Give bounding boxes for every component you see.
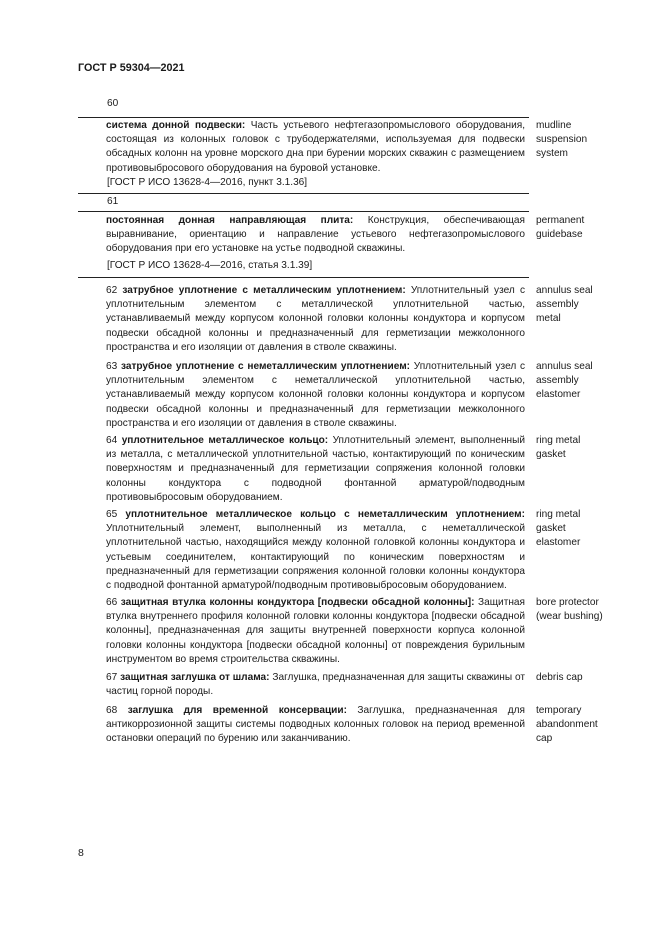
entry-definition [84, 119, 525, 176]
entry-number: 66 [106, 597, 118, 608]
entry-definition [84, 214, 525, 257]
english-term: ring metal gasket [536, 435, 581, 461]
english-term: debris cap [536, 672, 583, 683]
entry-term: уплотнительное металлическое кольцо: [121, 435, 329, 446]
entry-text: Конструкция, обеспечивающая выравнивание, ориентацию и направление устьевого нефтегазопромыслового оборудования при его установке на устье подводной скважины. [106, 215, 525, 255]
entry-definition [84, 284, 525, 355]
entry-text: Уплотнительный элемент, выполненный из металла, с металлической уплотнительной частью, контактирующий по коническим поверхностям и предназначенный для герметизации сопряжения колонной головки колонны кондуктора с подводной фонтанной арматурой/подводным противовыбросовым оборудованием. [106, 435, 525, 503]
entry-text: Защитная втулка внутреннего профиля колонной головки колонны кондуктора [подвески обсадной колонны], предназначенная для защиты внутренней поверхности корпуса колонной головки колонны кондуктора [подвески обсадной колонны] от повреждения бурильным инструментом во время строительства скважины. [106, 597, 525, 665]
entry-definition [84, 671, 525, 699]
english-term: bore protector (wear bushing) [536, 597, 603, 623]
english-term: permanent guidebase [536, 215, 585, 241]
entry-term: затрубное уплотнение с неметаллическим уплотнением: [120, 361, 411, 372]
entry-definition [84, 596, 525, 667]
entry-number: 68 [106, 705, 118, 716]
entry-number: 61 [107, 196, 119, 207]
english-term: mudline suspension system [536, 120, 588, 160]
entry-reference: [ГОСТ Р ИСО 13628-4—2016, статья 3.1.39] [107, 260, 313, 271]
english-term: annulus seal assembly metal [536, 285, 593, 325]
entry-definition [84, 508, 525, 593]
entry-term: защитная втулка колонны кондуктора [подвески обсадной колонны]: [120, 597, 475, 608]
divider [78, 277, 529, 278]
english-term: annulus seal assembly elastomer [536, 361, 593, 401]
entry-definition [84, 434, 525, 505]
entry-number: 67 [106, 672, 118, 683]
document-header: ГОСТ Р 59304—2021 [78, 62, 185, 74]
entry-text: Уплотнительный узел с уплотнительным элементом с неметаллической уплотнительной частью, устанавливаемый между корпусом колонной головки колонны кондуктора и корпусом подвески обсадной колонны и предназначенный для герметизации межколонного пространства и его изоляции от давления в стволе скважины. [106, 361, 525, 429]
entry-text: Часть устьевого нефтегазопромыслового оборудования, состоящая из колонных головок с трубодержателями, используемая для подвески обсадных колонн на уровне морского дна при бурении морских скважин с размещением противовыбросового оборудования на буровой установке. [106, 120, 526, 174]
page-number: 8 [78, 847, 84, 859]
entry-number: 64 [106, 435, 118, 446]
entry-term: защитная заглушка от шлама: [120, 672, 270, 683]
entry-reference: [ГОСТ Р ИСО 13628-4—2016, пункт 3.1.36] [107, 177, 308, 188]
entry-number: 62 [106, 285, 118, 296]
entry-text: Заглушка, предназначенная для антикоррозионной защиты системы подводных колонных головок на период временной остановки операций по бурению или заканчиванию. [106, 705, 525, 745]
entry-term: заглушка для временной консервации: [127, 705, 347, 716]
entry-text: Уплотнительный элемент, выполненный из металла, с неметаллической уплотнительной частью, находящийся между колонной головкой колонны кондуктора и устьевым соединителем, контактирующий по коническим поверхностям и предназначенный для герметизации сопряжения колонной головки колонны кондуктора с подводной фонтанной арматурой/подводным противовыбросовым оборудованием. [106, 523, 525, 592]
entry-number: 60 [107, 98, 119, 109]
entry-number: 63 [106, 361, 118, 372]
entry-text: Заглушка, предназначенная для защиты скважины от частиц горной породы. [106, 672, 525, 698]
entry-definition [84, 704, 525, 747]
entry-term: постоянная донная направляющая плита: [106, 215, 354, 226]
entry-term: затрубное уплотнение с металлическим уплотнением: [122, 285, 406, 296]
entry-term: уплотнительное металлическое кольцо с неметаллическим уплотнением: [125, 509, 525, 520]
divider [78, 211, 529, 212]
entry-text: Уплотнительный узел с уплотнительным элементом с металлической уплотнительной частью, устанавливаемый между корпусом колонной головки колонны кондуктора и корпусом подвески обсадной колонны и предназначенный для герметизации межколонного пространства и его изоляции от давления в стволе скважины. [106, 285, 525, 353]
entry-definition [84, 360, 525, 431]
entry-number: 65 [106, 509, 118, 520]
english-term: temporary abandonment cap [536, 705, 598, 745]
divider [78, 193, 529, 194]
english-term: ring metal gasket elastomer [536, 509, 581, 549]
divider [78, 117, 529, 118]
entry-term: система донной подвески: [106, 120, 246, 131]
